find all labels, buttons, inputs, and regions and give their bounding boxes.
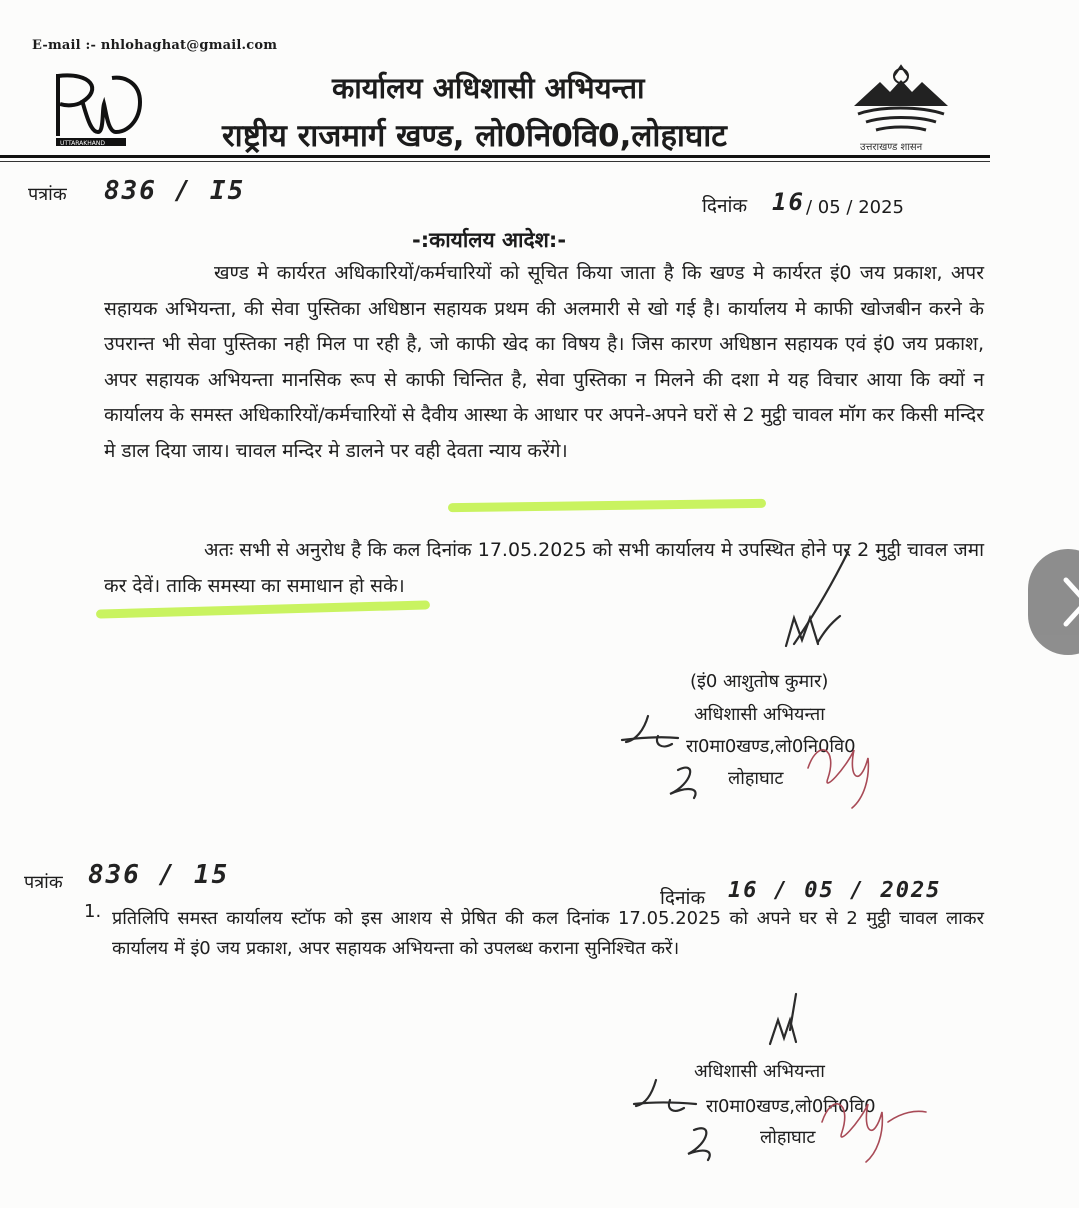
- office-title: कार्यालय अधिशासी अभियन्ता: [332, 71, 645, 105]
- signatory-place: लोहाघाट: [728, 768, 784, 789]
- header-rule: [0, 155, 990, 158]
- chevron-right-icon: [1056, 572, 1079, 632]
- copy-item-text: प्रतिलिपि समस्त कार्यालय स्टॉफ को इस आशय से प्रेषित की कल दिनांक 17.05.2025 को अपने घर से 2 मुट्ठी चावल लाकर कार्यालय में इं0 जय प्रकाश, अपर सहायक अभियन्ता को उपलब्ध कराना सुनिश्चित करें।: [112, 908, 984, 959]
- copy-signatory-designation: अधिशासी अभियन्ता: [694, 1061, 825, 1082]
- highlight-mark-1: [448, 499, 766, 512]
- copy-date: 16 / 05 / 2025: [728, 878, 942, 903]
- office-subtitle: राष्ट्रीय राजमार्ग खण्ड, लो0नि0वि0,लोहाघाट: [222, 118, 727, 154]
- copy-patrank-value: 836 / 15: [88, 860, 230, 890]
- logo-text: UTTARAKHAND: [60, 140, 105, 147]
- uttarakhand-emblem: [850, 62, 952, 154]
- initials-2: [630, 1070, 740, 1170]
- signatory-office: रा0मा0खण्ड,लो0नि0वि0: [686, 736, 856, 757]
- date-day: 16: [772, 188, 805, 216]
- ink-scribble-1: [798, 728, 888, 818]
- order-heading: -:कार्यालय आदेश:-: [412, 228, 567, 252]
- date-rest: / 05 / 2025: [806, 197, 905, 218]
- signature-1: [760, 548, 870, 678]
- email-line: E-mail :- nhlohaghat@gmail.com: [32, 38, 278, 53]
- initials-1: [618, 700, 728, 810]
- copy-item-number: 1.: [84, 901, 102, 922]
- signature-2: [756, 990, 836, 1060]
- pwd-logo: [52, 70, 148, 150]
- next-page-button[interactable]: [1028, 549, 1079, 655]
- emblem-caption: उत्तराखण्ड शासन: [860, 142, 923, 153]
- copy-signatory-place: लोहाघाट: [760, 1127, 816, 1148]
- copy-dinank-label: दिनांक: [660, 887, 706, 909]
- patrank-label: पत्रांक: [28, 184, 67, 205]
- order-paragraph-2: अतः सभी से अनुरोध है कि कल दिनांक 17.05.2025 को सभी कार्यालय मे उपस्थित होने पर 2 मुट्ठी चावल जमा कर देवें। ताकि समस्या का समाधान हो सके।: [104, 539, 984, 597]
- signatory-name: (इं0 आशुतोष कुमार): [690, 671, 829, 692]
- copy-signatory-office: रा0मा0खण्ड,लो0नि0वि0: [706, 1096, 876, 1117]
- patrank-value: 836 / I5: [104, 176, 246, 206]
- order-paragraph-1: खण्ड मे कार्यरत अधिकारियों/कर्मचारियों को सूचित किया जाता है कि खण्ड मे कार्यरत इं0 जय प्रकाश, अपर सहायक अभियन्ता, की सेवा पुस्तिका अधिष्ठान सहायक प्रथम की अलमारी से खो गई है। कार्यालय मे काफी खोजबीन करने के उपरान्त भी सेवा पुस्तिका नही मिल पा रही है, जो काफी खेद का विषय है। जिस कारण अधिष्ठान सहायक एवं इं0 जय प्रकाश, अपर सहायक अभियन्ता मानसिक रूप से काफी चिन्तित है, सेवा पुस्तिका न मिलने की दशा मे यह विचार आया कि क्यों न कार्यालय के समस्त अधिकारियों/कर्मचारियों से दैवीय आस्था के आधार पर अपने-अपने घरों से 2 मुट्ठी चावल मॉग कर किसी मन्दिर मे डाल दिया जाय। चावल मन्दिर मे डालने पर वही देवता न्याय करेंगे।: [104, 262, 984, 462]
- dinank-label: दिनांक: [702, 195, 748, 217]
- copy-patrank-label: पत्रांक: [24, 872, 63, 893]
- header-rule-thin: [0, 161, 990, 162]
- signatory-designation: अधिशासी अभियन्ता: [694, 704, 825, 725]
- ink-scribble-2: [812, 1082, 932, 1172]
